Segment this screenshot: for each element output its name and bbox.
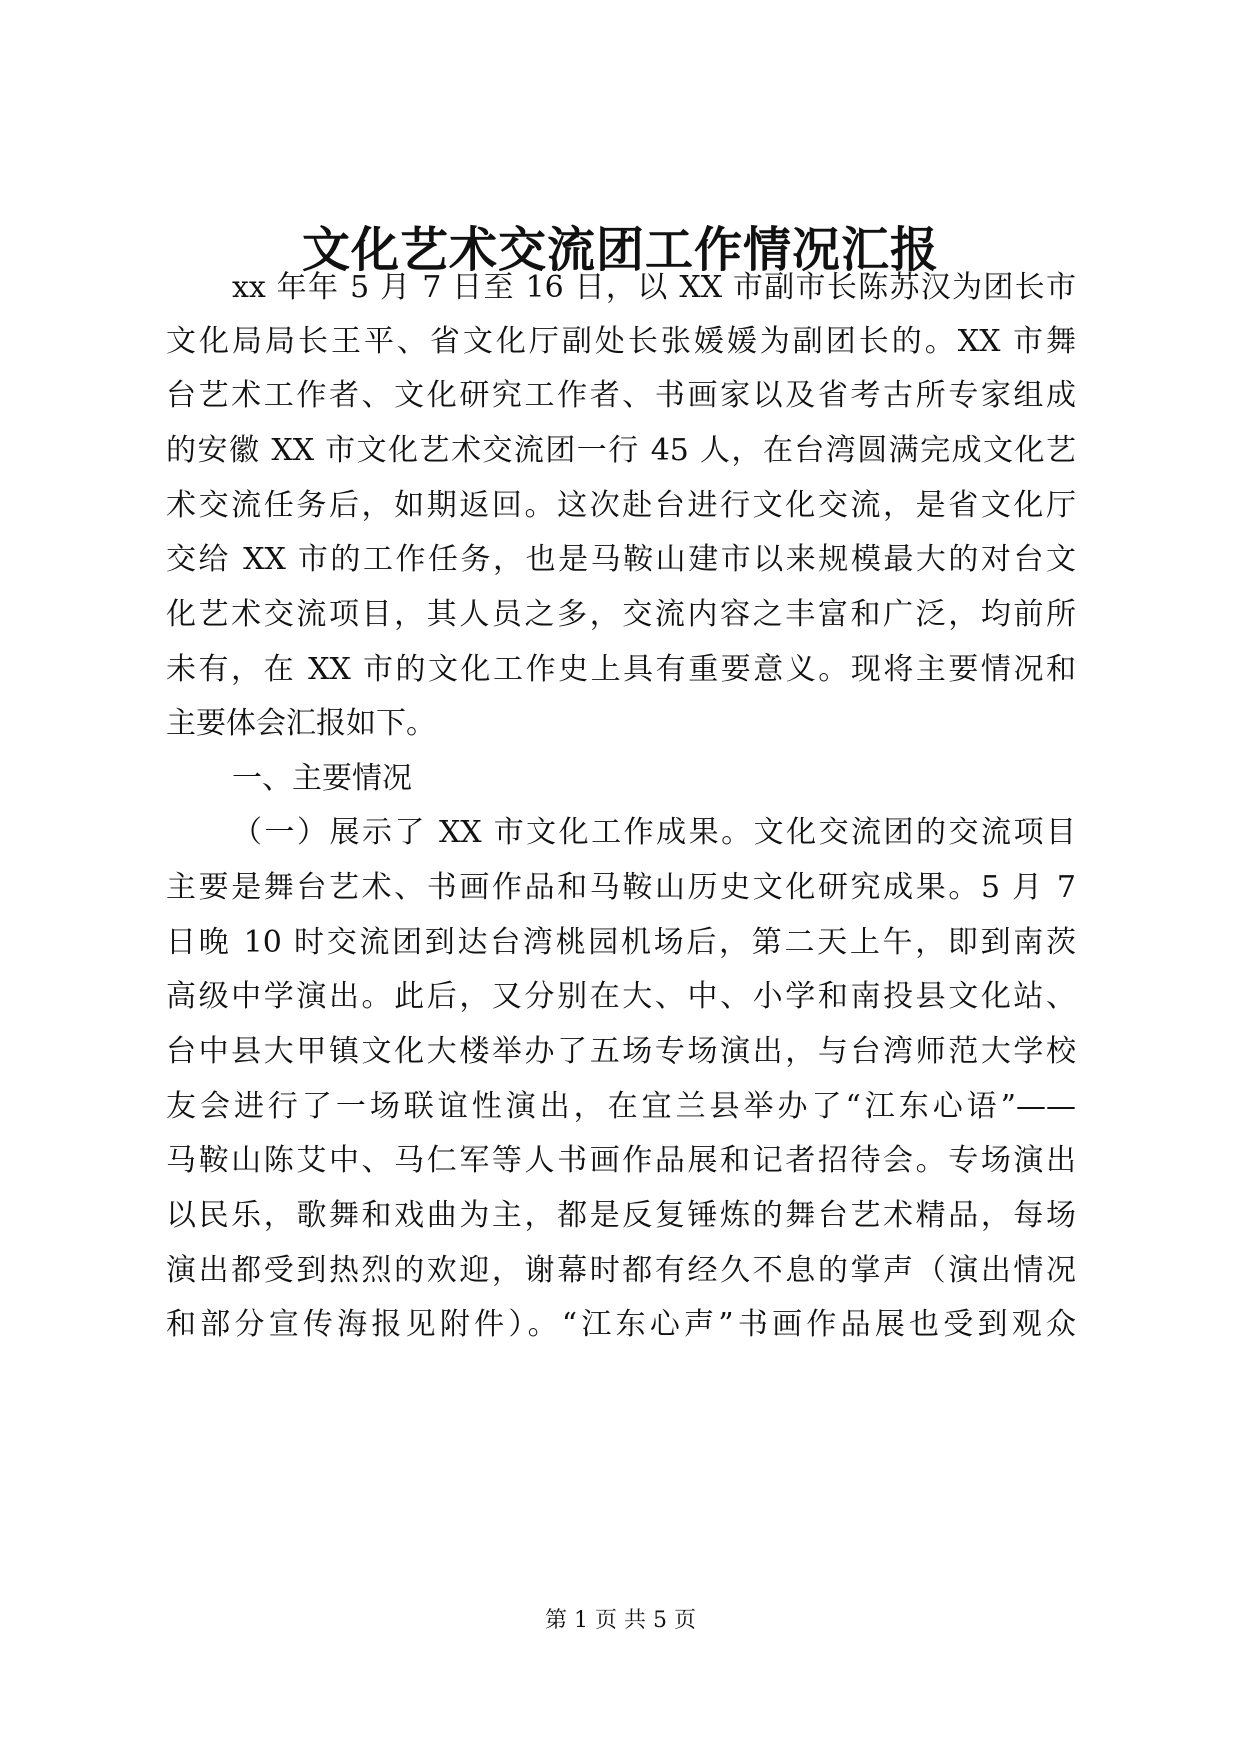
body-line: 主要体会汇报如下。	[166, 706, 436, 741]
body-line: 未有，在 XX 市的文化工作史上具有重要意义。现将主要情况和	[166, 652, 1076, 687]
body-line: 台艺术工作者、文化研究工作者、书画家以及省考古所专家组成	[166, 378, 1076, 413]
body-line: （一）展示了 XX 市文化工作成果。文化交流团的交流项目	[232, 815, 1076, 850]
body-line: 文化局局长王平、省文化厅副处长张媛媛为副团长的。XX 市舞	[166, 324, 1076, 359]
body-line: 演出都受到热烈的欢迎，谢幕时都有经久不息的掌声（演出情况	[166, 1253, 1076, 1288]
body-line: 化艺术交流项目，其人员之多，交流内容之丰富和广泛，均前所	[166, 597, 1076, 632]
body-line: 主要是舞台艺术、书画作品和马鞍山历史文化研究成果。5 月 7	[166, 870, 1076, 905]
body-line: 台中县大甲镇文化大楼举办了五场专场演出，与台湾师范大学校	[166, 1034, 1076, 1069]
body-line: 以民乐，歌舞和戏曲为主，都是反复锤炼的舞台艺术精品，每场	[166, 1198, 1076, 1233]
section-heading: 一、主要情况	[232, 761, 412, 796]
body-line: 的安徽 XX 市文化艺术交流团一行 45 人，在台湾圆满完成文化艺	[166, 433, 1076, 468]
body-line: 和部分宣传海报见附件）。“江东心声”书画作品展也受到观众	[166, 1307, 1076, 1342]
body-line: 高级中学演出。此后，又分别在大、中、小学和南投县文化站、	[166, 979, 1076, 1014]
body-line: 日晚 10 时交流团到达台湾桃园机场后，第二天上午，即到南茨	[166, 925, 1076, 960]
body-line: 交给 XX 市的工作任务，也是马鞍山建市以来规模最大的对台文	[166, 542, 1076, 577]
body-line: 术交流任务后，如期返回。这次赴台进行文化交流，是省文化厅	[166, 488, 1076, 523]
document-title: 文化艺术交流团工作情况汇报	[301, 222, 939, 278]
body-line: 友会进行了一场联谊性演出，在宜兰县举办了“江东心语”——	[166, 1089, 1076, 1124]
body-line: xx 年年 5 月 7 日至 16 日，以 XX 市副市长陈苏汉为团长市	[232, 270, 1076, 305]
body-line: 马鞍山陈艾中、马仁军等人书画作品展和记者招待会。专场演出	[166, 1143, 1076, 1178]
page-number: 第 1 页 共 5 页	[545, 1608, 696, 1633]
